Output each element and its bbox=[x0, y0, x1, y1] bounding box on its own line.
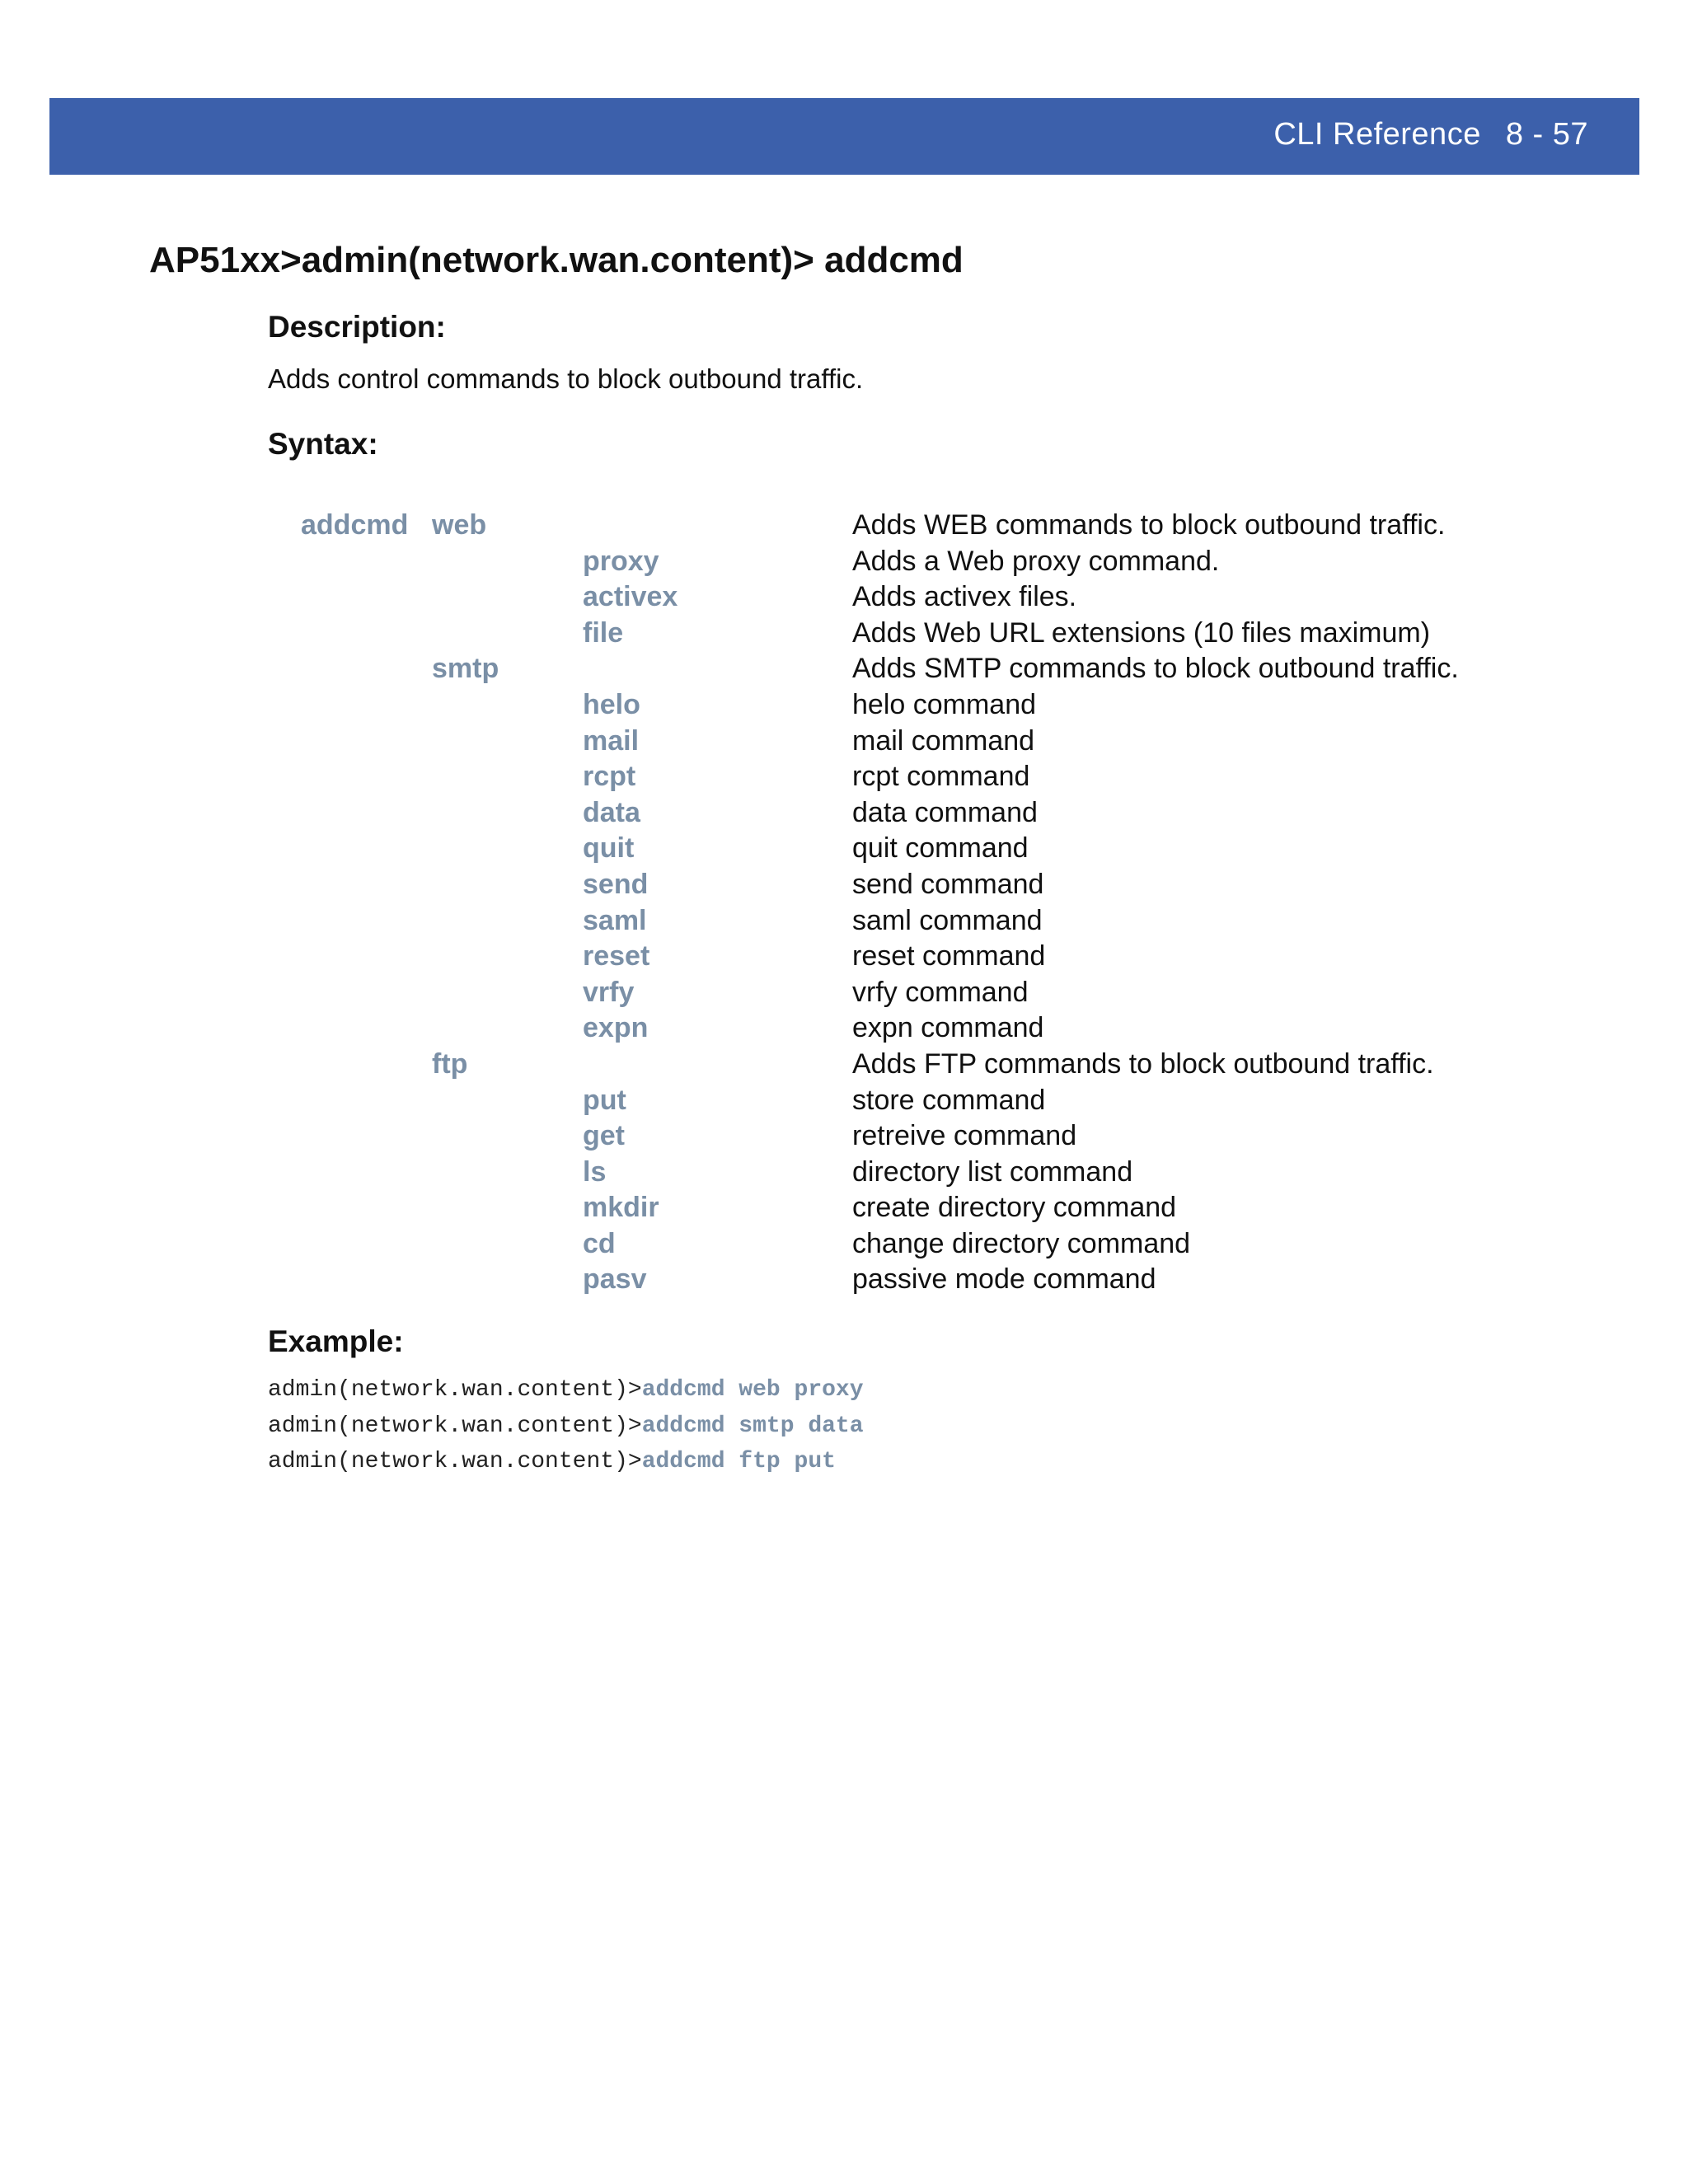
description-heading: Description: bbox=[268, 310, 446, 344]
syntax-keyword: ftp bbox=[432, 1047, 468, 1080]
example-command: addcmd web proxy bbox=[641, 1377, 864, 1403]
syntax-description: rcpt command bbox=[852, 761, 1030, 793]
syntax-description: data command bbox=[852, 796, 1038, 828]
syntax-description: change directory command bbox=[852, 1227, 1191, 1259]
example-prompt: admin(network.wan.content)> bbox=[268, 1377, 642, 1403]
syntax-keyword: mkdir bbox=[583, 1192, 659, 1224]
syntax-keyword: vrfy bbox=[583, 976, 635, 1008]
syntax-keyword: saml bbox=[583, 904, 647, 936]
syntax-row bbox=[0, 579, 1688, 615]
syntax-row bbox=[0, 974, 1688, 1010]
syntax-keyword: pasv bbox=[583, 1263, 647, 1296]
syntax-description: Adds SMTP commands to block outbound traffic. bbox=[852, 653, 1459, 685]
syntax-keyword: get bbox=[583, 1120, 625, 1152]
syntax-description: saml command bbox=[852, 904, 1043, 936]
syntax-keyword: file bbox=[583, 616, 624, 649]
syntax-description: Adds a Web proxy command. bbox=[852, 545, 1220, 577]
syntax-keyword: send bbox=[583, 868, 649, 900]
syntax-row bbox=[0, 687, 1688, 723]
syntax-row bbox=[0, 1189, 1688, 1226]
header-text bbox=[1273, 115, 1588, 154]
syntax-keyword: cd bbox=[583, 1227, 616, 1259]
syntax-keyword: reset bbox=[583, 940, 650, 972]
syntax-keyword: data bbox=[583, 796, 640, 828]
example-line bbox=[268, 1408, 864, 1445]
syntax-description: retreive command bbox=[852, 1120, 1077, 1152]
syntax-row bbox=[0, 830, 1688, 866]
syntax-description: expn command bbox=[852, 1012, 1044, 1044]
syntax-keyword: ls bbox=[583, 1155, 607, 1188]
syntax-keyword: addcmd bbox=[301, 509, 409, 541]
syntax-description: store command bbox=[852, 1084, 1046, 1116]
syntax-row bbox=[0, 1046, 1688, 1082]
syntax-description: reset command bbox=[852, 940, 1046, 972]
syntax-description: send command bbox=[852, 868, 1044, 900]
syntax-description: passive mode command bbox=[852, 1263, 1156, 1296]
syntax-description: Adds WEB commands to block outbound traffic. bbox=[852, 509, 1446, 541]
syntax-row bbox=[0, 543, 1688, 579]
syntax-row bbox=[0, 1010, 1688, 1046]
syntax-row bbox=[0, 1082, 1688, 1118]
example-code-block bbox=[268, 1372, 864, 1480]
syntax-row bbox=[0, 1226, 1688, 1262]
example-prompt: admin(network.wan.content)> bbox=[268, 1449, 642, 1474]
syntax-description: Adds FTP commands to block outbound traffic. bbox=[852, 1047, 1434, 1080]
example-prompt: admin(network.wan.content)> bbox=[268, 1413, 642, 1439]
syntax-description: helo command bbox=[852, 688, 1037, 720]
page-header-bar bbox=[49, 98, 1639, 175]
syntax-row bbox=[0, 938, 1688, 974]
syntax-keyword: activex bbox=[583, 581, 678, 613]
syntax-row bbox=[0, 1118, 1688, 1154]
syntax-keyword: helo bbox=[583, 688, 640, 720]
example-line bbox=[268, 1372, 864, 1408]
syntax-description: Adds activex files. bbox=[852, 581, 1077, 613]
syntax-description: Adds Web URL extensions (10 files maximum) bbox=[852, 616, 1431, 649]
syntax-keyword: rcpt bbox=[583, 761, 636, 793]
example-command: addcmd ftp put bbox=[641, 1449, 836, 1474]
syntax-row bbox=[0, 866, 1688, 902]
syntax-description: directory list command bbox=[852, 1155, 1133, 1188]
command-title: AP51xx>admin(network.wan.content)> addcmd bbox=[149, 240, 964, 280]
header-section-title: CLI Reference bbox=[1273, 117, 1481, 152]
description-text: Adds control commands to block outbound traffic. bbox=[268, 363, 864, 394]
syntax-row bbox=[0, 615, 1688, 651]
syntax-keyword: quit bbox=[583, 832, 635, 865]
syntax-keyword: put bbox=[583, 1084, 626, 1116]
example-heading: Example: bbox=[268, 1324, 404, 1358]
syntax-description: vrfy command bbox=[852, 976, 1029, 1008]
example-command: addcmd smtp data bbox=[641, 1413, 864, 1439]
syntax-heading: Syntax: bbox=[268, 427, 378, 461]
syntax-row bbox=[0, 507, 1688, 543]
header-page-number: 8 - 57 bbox=[1505, 117, 1588, 152]
syntax-keyword: smtp bbox=[432, 653, 499, 685]
syntax-description: quit command bbox=[852, 832, 1029, 865]
syntax-row bbox=[0, 794, 1688, 831]
syntax-row bbox=[0, 1261, 1688, 1297]
syntax-keyword: expn bbox=[583, 1012, 649, 1044]
syntax-keyword: proxy bbox=[583, 545, 659, 577]
syntax-description: create directory command bbox=[852, 1192, 1177, 1224]
syntax-row bbox=[0, 723, 1688, 759]
syntax-row bbox=[0, 1154, 1688, 1190]
syntax-row bbox=[0, 650, 1688, 687]
example-line bbox=[268, 1444, 864, 1480]
syntax-description: mail command bbox=[852, 724, 1035, 757]
syntax-row bbox=[0, 902, 1688, 939]
syntax-row bbox=[0, 758, 1688, 794]
syntax-keyword: web bbox=[432, 509, 487, 541]
syntax-keyword: mail bbox=[583, 724, 640, 757]
syntax-table bbox=[0, 507, 1688, 1297]
